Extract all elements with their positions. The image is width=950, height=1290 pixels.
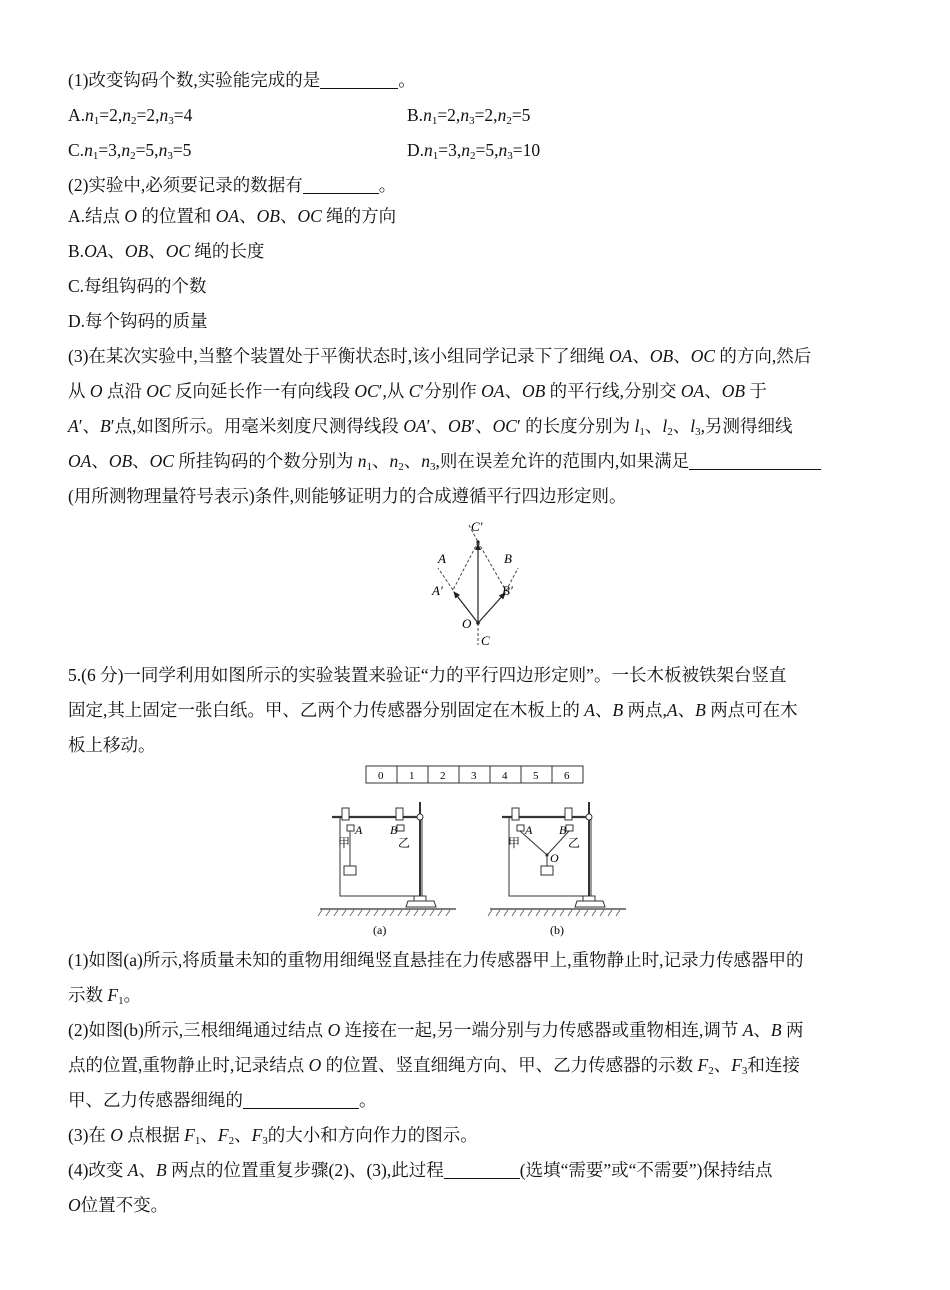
q4-part3-line1: (3)在某次实验中,当整个装置处于平衡状态时,该小组同学记录下了细绳 OA、OB、OC 的方向,然后 xyxy=(68,346,812,366)
q4-part2-option-d: D.每个钩码的质量 xyxy=(68,311,208,331)
q4-part1-stem: (1)改变钩码个数,实验能完成的是 。 xyxy=(68,70,416,90)
ruler-tick-label: 1 xyxy=(409,770,415,782)
sensor-yi xyxy=(397,825,404,831)
point-c-prime xyxy=(476,540,479,543)
label-a: A xyxy=(355,823,363,837)
ruler-tick-label: 6 xyxy=(564,770,570,782)
apparatus-figure xyxy=(318,762,630,940)
label-o: O xyxy=(462,616,472,631)
ruler-tick-label: 0 xyxy=(378,770,384,782)
label-b-prime: B′ xyxy=(502,583,513,598)
weight xyxy=(344,866,356,875)
q4-part3-line2: 从 O 点沿 OC 反向延长作一有向线段 OC′,从 C′分别作 OA、OB 的平行线,分别交 OA、OB 于 xyxy=(68,381,767,401)
answer-blank[interactable] xyxy=(444,1160,520,1179)
q5-line1: 5.(6 分)一同学利用如图所示的实验装置来验证“力的平行四边形定则”。一长木板被铁架台竖直 xyxy=(68,665,787,685)
q5-part3: (3)在 O 点根据 $F_1$、$F_2$、$F_3$的大小和方向作力的图示。 xyxy=(68,1125,478,1147)
ruler-tick-label: 3 xyxy=(471,770,477,782)
q5-part2-line2: 点的位置,重物静止时,记录结点 O 的位置、竖直细绳方向、甲、乙力传感器的示数 $F_2$、$F_3$和连接 xyxy=(68,1055,800,1077)
ruler-tick-label: 2 xyxy=(440,770,446,782)
q5-line2: 固定,其上固定一张白纸。甲、乙两个力传感器分别固定在木板上的 A、B 两点,A、B 两点可在木 xyxy=(68,700,798,720)
label-jia: 甲 xyxy=(508,836,521,850)
weight xyxy=(541,866,553,875)
answer-blank[interactable] xyxy=(243,1090,359,1109)
q5-part4-line2: O位置不变。 xyxy=(68,1195,169,1215)
label-b: B xyxy=(504,551,512,566)
q4-part2-option-c: C.每组钩码的个数 xyxy=(68,276,207,296)
ruler-tick-label: 4 xyxy=(502,770,508,782)
label-b: B xyxy=(559,823,567,837)
knot-o xyxy=(545,853,548,856)
sensor-jia xyxy=(347,825,354,831)
label-b: B xyxy=(390,823,398,837)
q5-part1-line1: (1)如图(a)所示,将质量未知的重物用细绳竖直悬挂在力传感器甲上,重物静止时,记录力传感器甲的 xyxy=(68,950,804,970)
sensor-yi xyxy=(566,825,573,831)
option-c: $C.n_1=3,n_2=5,n_3=5$ xyxy=(68,140,192,162)
label-a-prime: A′ xyxy=(432,583,443,598)
q4-part3-line4: OA、OB、OC 所挂钩码的个数分别为 $n_1$、$n_2$、$n_3$,则在误差允许的范围内,如果满足 xyxy=(68,448,821,474)
setup-b xyxy=(488,802,626,916)
option-a: $A.n_1=2,n_2=2,n_3=4$ xyxy=(68,105,193,127)
q5-part1-line2: 示数 $F_1$。 xyxy=(68,985,142,1007)
q5-part2-line3: 甲、乙力传感器细绳的 。 xyxy=(68,1090,377,1110)
q5-line3: 板上移动。 xyxy=(68,735,156,755)
label-yi: 乙 xyxy=(568,836,581,850)
sensor-jia xyxy=(517,825,524,831)
label-a: A xyxy=(438,551,446,566)
q4-part2-option-a: A.结点 O 的位置和 OA、OB、OC 绳的方向 xyxy=(68,206,397,226)
option-d: $D.n_1=3,n_2=5,n_3=10$ xyxy=(407,140,541,162)
ruler xyxy=(366,766,583,783)
q4-part3-line5: (用所测物理量符号表示)条件,则能够证明力的合成遵循平行四边形定则。 xyxy=(68,486,627,506)
q5-part4-line1: (4)改变 A、B 两点的位置重复步骤(2)、(3),此过程 (选填“需要”或“不需要”)保持结点 xyxy=(68,1160,773,1180)
point-o xyxy=(476,621,480,625)
setup-a xyxy=(318,802,456,916)
ruler-tick-label: 5 xyxy=(533,770,539,782)
q4-part3-line3: A′、B′点,如图所示。用毫米刻度尺测得线段 OA′、OB′、OC′ 的长度分别为 $l_1$、$l_2$、$l_3$,另测得细线 xyxy=(68,416,793,438)
parallelogram-figure xyxy=(420,515,530,650)
q4-part2-option-b: B.OA、OB、OC 绳的长度 xyxy=(68,241,265,261)
option-b: $B.n_1=2,n_3=2,n_2=5$ xyxy=(407,105,531,127)
vector-ob-prime xyxy=(478,593,505,623)
label-a: A xyxy=(525,823,533,837)
answer-blank[interactable] xyxy=(689,451,821,470)
answer-blank[interactable] xyxy=(303,175,379,194)
answer-blank[interactable] xyxy=(320,70,398,89)
label-o: O xyxy=(550,851,559,865)
cprime-to-aprime-line xyxy=(453,542,478,590)
label-yi: 乙 xyxy=(398,836,411,850)
q4-part2-stem: (2)实验中,必须要记录的数据有 。 xyxy=(68,175,397,195)
label-c: C xyxy=(481,633,490,648)
caption-a: (a) xyxy=(373,923,387,937)
q5-part2-line1: (2)如图(b)所示,三根细绳通过结点 O 连接在一起,另一端分别与力传感器或重物相连,调节 A、B 两 xyxy=(68,1020,804,1040)
caption-b: (b) xyxy=(550,923,564,937)
label-c-prime: C′ xyxy=(471,519,483,534)
label-jia: 甲 xyxy=(338,836,351,850)
